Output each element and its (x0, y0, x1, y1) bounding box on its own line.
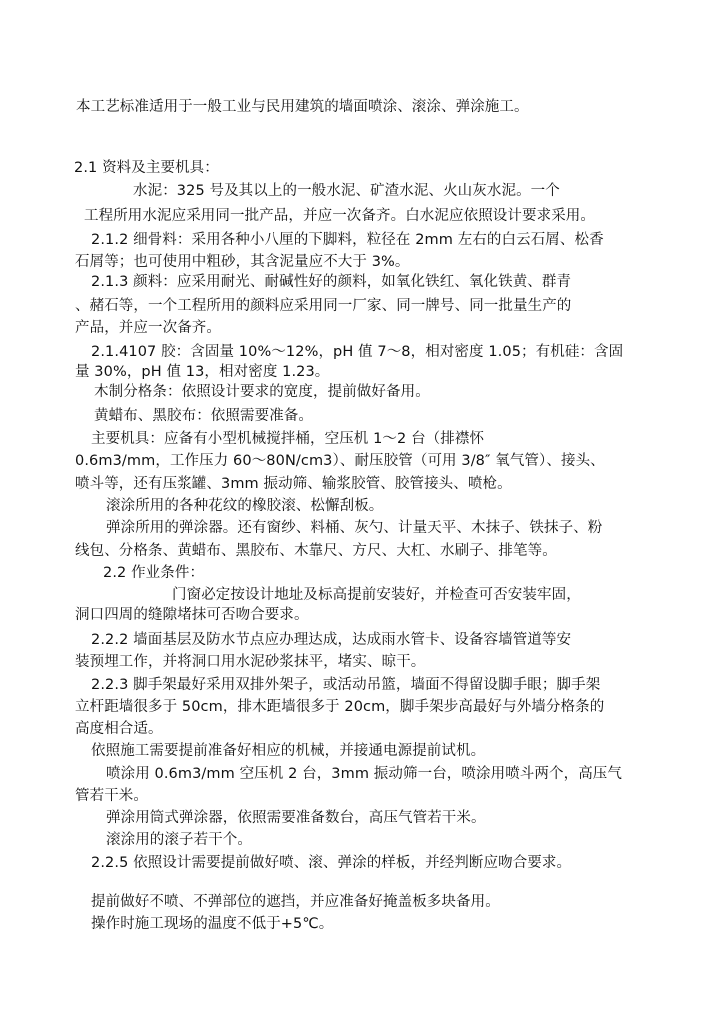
text-line: 主要机具：应备有小型机械搅拌桶，空压机 1～2 台（排襟怀 (91, 431, 485, 447)
text-line: 高度相合适。 (75, 721, 163, 737)
section-heading: 2.2 作业条件： (103, 565, 205, 581)
text-line: 工程所用水泥应采用同一批产品，并应一次备齐。白水泥应依照设计要求采用。 (84, 208, 595, 224)
text-line: 黄蜡布、黑胶布：依照需要准备。 (94, 408, 313, 424)
text-line: 2.2.2 墙面基层及防水节点应办理达成，达成雨水管卡、设备容墙管道等安 (91, 632, 572, 648)
text-line: 量 30%，pH 值 13，相对密度 1.23。 (75, 364, 330, 380)
text-line: 石屑等；也可使用中粗砂，其含泥量应不大于 3%。 (75, 254, 410, 270)
text-line: 2.1.4107 胶：含固量 10%～12%，pH 值 7～8，相对密度 1.05；有机硅：含固 (91, 344, 624, 360)
text-line: 水泥：325 号及其以上的一般水泥、矿渣水泥、火山灰水泥。一个 (133, 183, 560, 199)
text-line: 依照施工需要提前准备好相应的机械，并接通电源提前试机。 (91, 743, 486, 759)
text-line: 2.2.5 依照设计需要提前做好喷、滚、弹涂的样板，并经判断应吻合要求。 (91, 855, 572, 871)
text-line: 产品，并应一次备齐。 (75, 320, 221, 336)
text-line: 2.1.2 细骨料：采用各种小八厘的下脚料，粒径在 2mm 左右的白云石屑、松香 (91, 232, 604, 248)
text-line: 洞口四周的缝隙堵抹可否吻合要求。 (75, 607, 309, 623)
text-line: 提前做好不喷、不弹部位的遮挡，并应准备好掩盖板多块备用。 (91, 894, 500, 910)
text-line: 本工艺标准适用于一般工业与民用建筑的墙面喷涂、滚涂、弹涂施工。 (76, 99, 529, 115)
text-line: 喷涂用 0.6m3/mm 空压机 2 台，3mm 振动筛一台，喷涂用喷斗两个，高压气 (106, 766, 622, 782)
text-line: 滚涂用的滚子若干个。 (106, 832, 252, 848)
text-line: 喷斗等，还有压浆罐、3mm 振动筛、输浆胶管、胶管接头、喷枪。 (75, 476, 512, 492)
text-line: 管若干米。 (75, 788, 148, 804)
text-line: 弹涂用筒式弹涂器，依照需要准备数台，高压气管若干米。 (106, 810, 486, 826)
text-line: 2.1.3 颜料：应采用耐光、耐碱性好的颜料，如氧化铁红、氧化铁黄、群青 (91, 274, 572, 290)
text-line: 弹涂所用的弹涂器。还有窗纱、料桶、灰勺、计量天平、木抹子、铁抹子、粉 (106, 520, 603, 536)
text-line: 滚涂所用的各种花纹的橡胶滚、松懈刮板。 (106, 498, 384, 514)
text-line: 木制分格条：依照设计要求的宽度，提前做好备用。 (94, 384, 430, 400)
text-line: 操作时施工现场的温度不低于+5℃。 (91, 916, 334, 932)
text-line: 装预埋工作，并将洞口用水泥砂浆抹平，堵实、晾干。 (75, 654, 426, 670)
text-line: 、赭石等，一个工程所用的颜料应采用同一厂家、同一牌号、同一批量生产的 (75, 298, 572, 314)
text-line: 线包、分格条、黄蜡布、黑胶布、木靠尺、方尺、大杠、水刷子、排笔等。 (75, 543, 557, 559)
text-line: 2.2.3 脚手架最好采用双排外架子，或活动吊篮，墙面不得留设脚手眼；脚手架 (91, 677, 601, 693)
section-heading: 2.1 资料及主要机具： (74, 160, 219, 176)
text-line: 门窗必定按设计地址及标高提前安装好，并检查可否安装牢固， (172, 587, 581, 603)
text-line: 0.6m3/mm，工作压力 60～80N/cm3）、耐压胶管（可用 3/8″ 氧气管）、接头、 (75, 453, 605, 469)
text-line: 立杆距墙很多于 50cm，排木距墙很多于 20cm，脚手架步高最好与外墙分格条的 (75, 699, 605, 715)
